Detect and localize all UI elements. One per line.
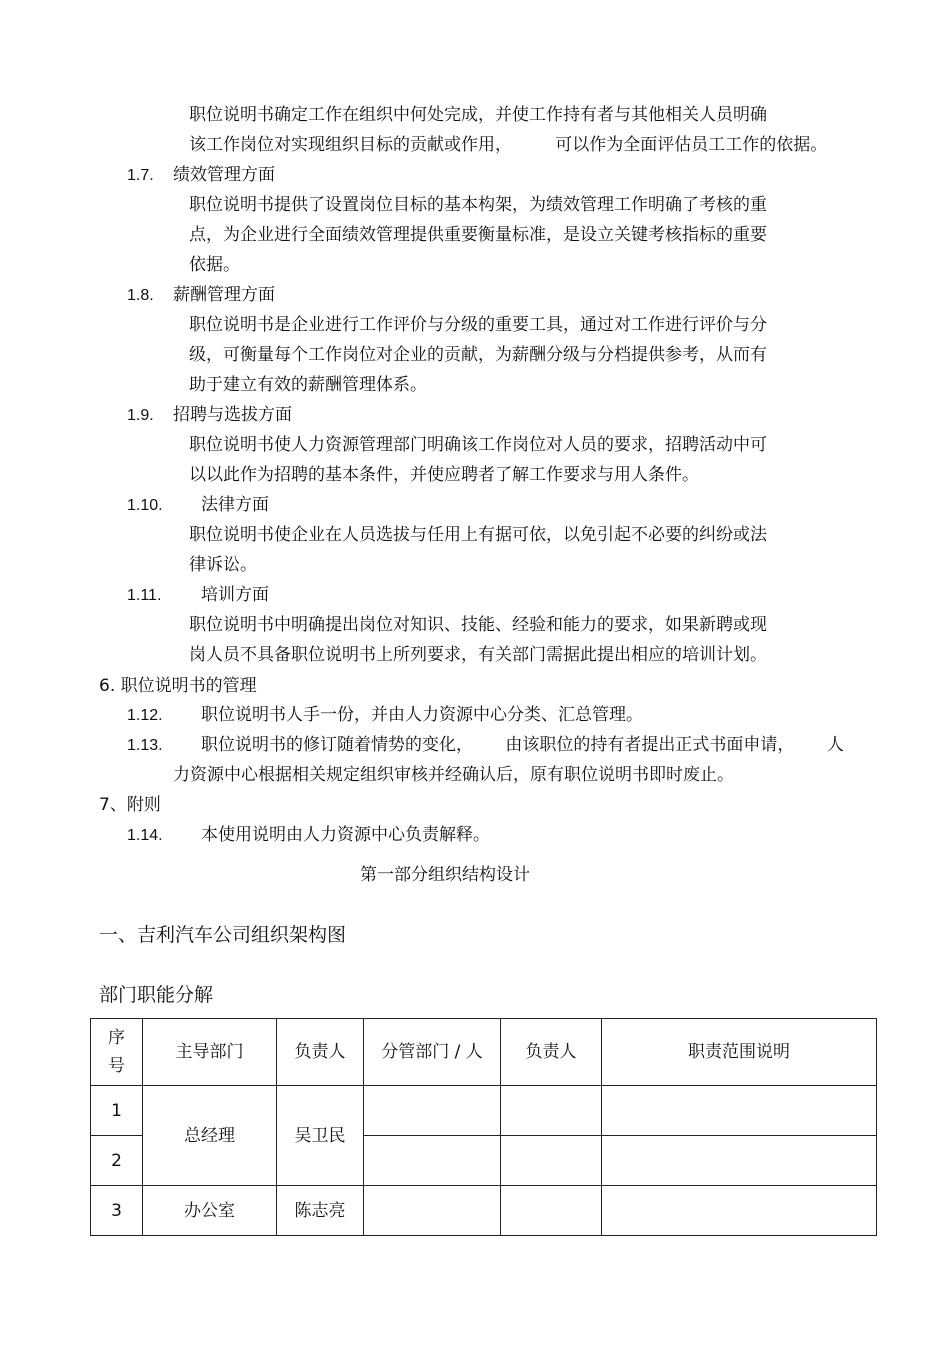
dept-functions-heading: 部门职能分解 [99, 984, 214, 1006]
cell-seq: 1 [91, 1086, 143, 1136]
section-1-8-line-3: 助于建立有效的薪酬管理体系。 [189, 375, 427, 395]
section-title-1-9: 招聘与选拔方面 [173, 405, 292, 425]
intro-line-1: 职位说明书确定工作在组织中何处完成，并使工作持有者与其他相关人员明确 [189, 105, 767, 125]
intro-line-2: 该工作岗位对实现组织目标的贡献或作用， 可以作为全面评估员工工作的依据。 [189, 135, 828, 155]
section-1-7-line-2: 点，为企业进行全面绩效管理提供重要衡量标准，是设立关键考核指标的重要 [189, 225, 767, 245]
table-header-row [91, 1019, 877, 1086]
department-function-table [90, 1018, 877, 1236]
header-seq [91, 1019, 143, 1086]
cell-subdept [364, 1086, 501, 1136]
cell-scope [602, 1136, 877, 1186]
header-owner: 负责人 [277, 1019, 364, 1086]
section-title-1-10: 法律方面 [201, 495, 269, 515]
org-chart-heading: 一、吉利汽车公司组织架构图 [99, 924, 347, 946]
section-1-9-line-1: 职位说明书使人力资源管理部门明确该工作岗位对人员的要求，招聘活动中可 [189, 435, 767, 455]
cell-owner: 吴卫民 [277, 1086, 364, 1186]
section-1-7-line-3: 依据。 [189, 255, 240, 275]
section-1-8-line-1: 职位说明书是企业进行工作评价与分级的重要工具，通过对工作进行评价与分 [189, 315, 767, 335]
cell-scope [602, 1086, 877, 1136]
cell-owner: 陈志亮 [277, 1186, 364, 1236]
section-1-10-line-2: 律诉讼。 [189, 555, 257, 575]
section-1-11-line-2: 岗人员不具备职位说明书上所列要求，有关部门需据此提出相应的培训计划。 [189, 645, 767, 665]
header-subdept: 分管部门 / 人 [364, 1019, 501, 1086]
cell-sub-owner [501, 1186, 602, 1236]
section-title-1-8: 薪酬管理方面 [173, 285, 275, 305]
section-number-1-13: 1.13. [127, 737, 163, 754]
section-title-1-7: 绩效管理方面 [173, 165, 275, 185]
section-number-1-8: 1.8. [127, 287, 154, 304]
section-number-1-7: 1.7. [127, 167, 154, 184]
section-1-7-line-1: 职位说明书提供了设置岗位目标的基本构架，为绩效管理工作明确了考核的重 [189, 195, 767, 215]
cell-subdept [364, 1186, 501, 1236]
section-1-13-line-2: 力资源中心根据相关规定组织审核并经确认后，原有职位说明书即时废止。 [173, 765, 734, 785]
section-number-1-10: 1.10. [127, 497, 163, 514]
section-1-12-text: 职位说明书人手一份，并由人力资源中心分类、汇总管理。 [201, 705, 643, 725]
cell-sub-owner [501, 1086, 602, 1136]
cell-dept: 总经理 [143, 1086, 277, 1186]
cell-subdept [364, 1136, 501, 1186]
header-scope: 职责范围说明 [602, 1019, 877, 1086]
header-sub-owner: 负责人 [501, 1019, 602, 1086]
cell-dept: 办公室 [143, 1186, 277, 1236]
cell-seq: 2 [91, 1136, 143, 1186]
section-6-heading: 6. 职位说明书的管理 [99, 676, 257, 696]
section-1-14-text: 本使用说明由人力资源中心负责解释。 [201, 825, 490, 845]
section-title-1-11: 培训方面 [201, 585, 269, 605]
section-number-1-12: 1.12. [127, 707, 163, 724]
cell-sub-owner [501, 1136, 602, 1186]
part-title: 第一部分组织结构设计 [360, 865, 530, 885]
cell-scope [602, 1186, 877, 1236]
section-7-heading: 7、附则 [99, 795, 161, 815]
cell-seq: 3 [91, 1186, 143, 1236]
section-1-9-line-2: 以以此作为招聘的基本条件，并使应聘者了解工作要求与用人条件。 [189, 465, 699, 485]
header-seq-label: 序 号 [108, 1028, 125, 1076]
section-number-1-11: 1.11. [127, 587, 162, 604]
section-1-11-line-1: 职位说明书中明确提出岗位对知识、技能、经验和能力的要求，如果新聘或现 [189, 615, 767, 635]
section-1-10-line-1: 职位说明书使企业在人员选拔与任用上有据可依，以免引起不必要的纠纷或法 [189, 525, 767, 545]
section-1-13-text: 职位说明书的修订随着情势的变化， 由该职位的持有者提出正式书面申请， 人 [201, 735, 844, 755]
table-row [91, 1186, 877, 1236]
section-1-8-line-2: 级，可衡量每个工作岗位对企业的贡献，为薪酬分级与分档提供参考，从而有 [189, 345, 767, 365]
section-number-1-14: 1.14. [127, 827, 163, 844]
header-dept: 主导部门 [143, 1019, 277, 1086]
table-row [91, 1086, 877, 1136]
section-number-1-9: 1.9. [127, 407, 154, 424]
